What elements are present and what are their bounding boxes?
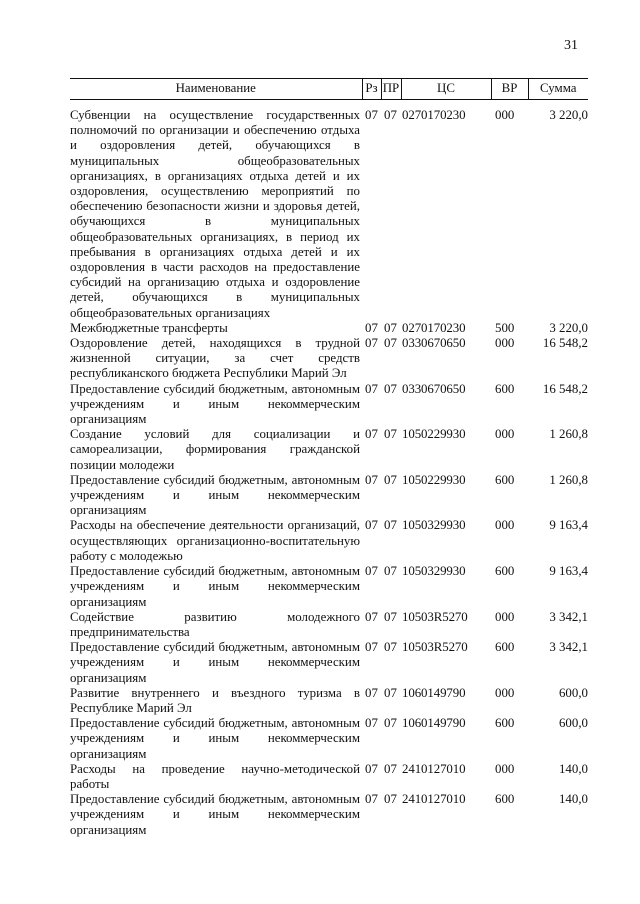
cell-rz: 07 [365,427,378,442]
cell-pr: 07 [384,336,397,351]
cell-name: Содействие развитию молодежного предпринимательства [70,609,360,639]
cell-cs: 2410127010 [402,761,466,776]
cell-vr: 600 [495,564,515,579]
cell-cs: 2410127010 [402,792,466,807]
cell-name: Субвенции на осуществление государственных полномочий по организации и обеспечению отдыха и оздоровления детей, обучающихся в муниципальных общеобразовательных организациях, в организациях отдыха детей и их оздоровления, осуществлению мероприятий по обеспечению безопасности жизни и здоровья детей, обучающихся в муниципальных общеобразовательных организациях, в период их пребывания в организациях отдыха детей и их оздоровления в части расходов на предоставление субсидий на организацию отдыха и оздоровление детей, обучающихся в муниципальных общеобразовательных организациях [70,108,360,320]
cell-cs: 1050329930 [402,564,466,579]
table-row [70,427,588,473]
cell-pr: 07 [384,320,397,335]
cell-cs: 0330670650 [402,381,466,396]
cell-cs: 1050329930 [402,518,466,533]
cell-rz: 07 [365,320,378,335]
cell-name: Предоставление субсидий бюджетным, автономным учреждениям и иным некоммерческим организациям [70,472,360,518]
cell-pr: 07 [384,685,397,700]
cell-sum: 3 220,0 [549,320,588,335]
header-sum: Сумма [528,79,588,100]
cell-cs: 1050229930 [402,472,466,487]
cell-pr: 07 [384,108,397,122]
cell-pr: 07 [384,564,397,579]
cell-sum: 140,0 [558,761,588,776]
cell-vr: 600 [495,716,515,731]
cell-name: Межбюджетные трансферты [70,320,228,335]
table-row [70,686,588,716]
cell-vr: 600 [495,381,515,396]
page-number: 31 [564,38,578,53]
budget-table [70,78,588,838]
header-pr: ПР [381,79,401,100]
cell-vr: 600 [495,472,515,487]
cell-cs: 0330670650 [402,336,466,351]
cell-pr: 07 [384,427,397,442]
table-row [70,336,588,382]
cell-sum: 3 220,0 [549,108,588,122]
table-row [70,640,588,686]
table-row [70,716,588,762]
cell-vr: 000 [495,685,515,700]
cell-sum: 9 163,4 [549,518,588,533]
cell-rz: 07 [365,381,378,396]
cell-cs: 10503R5270 [402,609,468,624]
cell-name: Предоставление субсидий бюджетным, автономным учреждениям и иным некоммерческим организациям [70,564,360,609]
table-row [70,518,588,564]
cell-sum: 16 548,2 [542,336,588,351]
cell-sum: 1 260,8 [549,427,588,442]
cell-sum: 600,0 [558,716,588,731]
cell-name: Развитие внутреннего и въездного туризма в Республике Марий Эл [70,685,360,715]
cell-name: Расходы на проведение научно-методической работы [70,761,360,791]
cell-sum: 140,0 [558,792,588,807]
table-row [70,382,588,428]
cell-sum: 600,0 [558,685,588,700]
cell-cs: 1060149790 [402,685,466,700]
cell-vr: 000 [495,427,515,442]
cell-name: Оздоровление детей, находящихся в трудной жизненной ситуации, за счет средств республиканского бюджета Республики Марий Эл [70,336,360,381]
cell-vr: 600 [495,640,515,655]
cell-rz: 07 [365,792,378,807]
header-cs: ЦС [401,79,491,100]
table-row [70,473,588,519]
cell-name: Предоставление субсидий бюджетным, автономным учреждениям и иным некоммерческим организациям [70,381,360,427]
table-row [70,564,588,610]
cell-vr: 000 [495,336,515,351]
cell-rz: 07 [365,761,378,776]
cell-cs: 0270170230 [402,108,466,122]
cell-cs: 1050229930 [402,427,466,442]
cell-name: Расходы на обеспечение деятельности организаций, осуществляющих организационно-воспитательную работу с молодежью [70,518,360,563]
cell-pr: 07 [384,609,397,624]
cell-rz: 07 [365,716,378,731]
cell-rz: 07 [365,472,378,487]
cell-name: Предоставление субсидий бюджетным, автономным учреждениям и иным некоммерческим организациям [70,792,360,837]
cell-cs: 1060149790 [402,716,466,731]
table-row [70,762,588,792]
cell-sum: 3 342,1 [549,609,588,624]
cell-name: Предоставление субсидий бюджетным, автономным учреждениям и иным некоммерческим организациям [70,716,360,761]
cell-pr: 07 [384,381,397,396]
cell-vr: 000 [495,518,515,533]
cell-sum: 1 260,8 [549,472,588,487]
cell-sum: 9 163,4 [549,564,588,579]
cell-rz: 07 [365,518,378,533]
cell-pr: 07 [384,640,397,655]
cell-rz: 07 [365,685,378,700]
cell-pr: 07 [384,472,397,487]
table-row [70,321,588,336]
cell-vr: 000 [495,609,515,624]
table-row [70,792,588,838]
header-rz: Рз [362,79,381,100]
cell-vr: 000 [495,761,515,776]
cell-rz: 07 [365,609,378,624]
table-row [70,610,588,640]
cell-sum: 16 548,2 [542,381,588,396]
cell-rz: 07 [365,640,378,655]
cell-rz: 07 [365,564,378,579]
cell-vr: 000 [495,108,515,122]
cell-pr: 07 [384,716,397,731]
table-row [70,108,588,321]
cell-vr: 500 [495,320,515,335]
cell-rz: 07 [365,336,378,351]
cell-name: Создание условий для социализации и самореализации, формирования гражданской позиции молодежи [70,427,360,472]
table-body [70,100,588,838]
header-vr: ВР [491,79,528,100]
cell-vr: 600 [495,792,515,807]
header-name: Наименование [70,79,362,100]
table-header [70,79,588,100]
header-gap [70,100,588,109]
cell-rz: 07 [365,108,378,122]
cell-pr: 07 [384,792,397,807]
cell-pr: 07 [384,518,397,533]
cell-cs: 10503R5270 [402,640,468,655]
cell-name: Предоставление субсидий бюджетным, автономным учреждениям и иным некоммерческим организациям [70,640,360,685]
cell-pr: 07 [384,761,397,776]
cell-sum: 3 342,1 [549,640,588,655]
cell-cs: 0270170230 [402,320,466,335]
